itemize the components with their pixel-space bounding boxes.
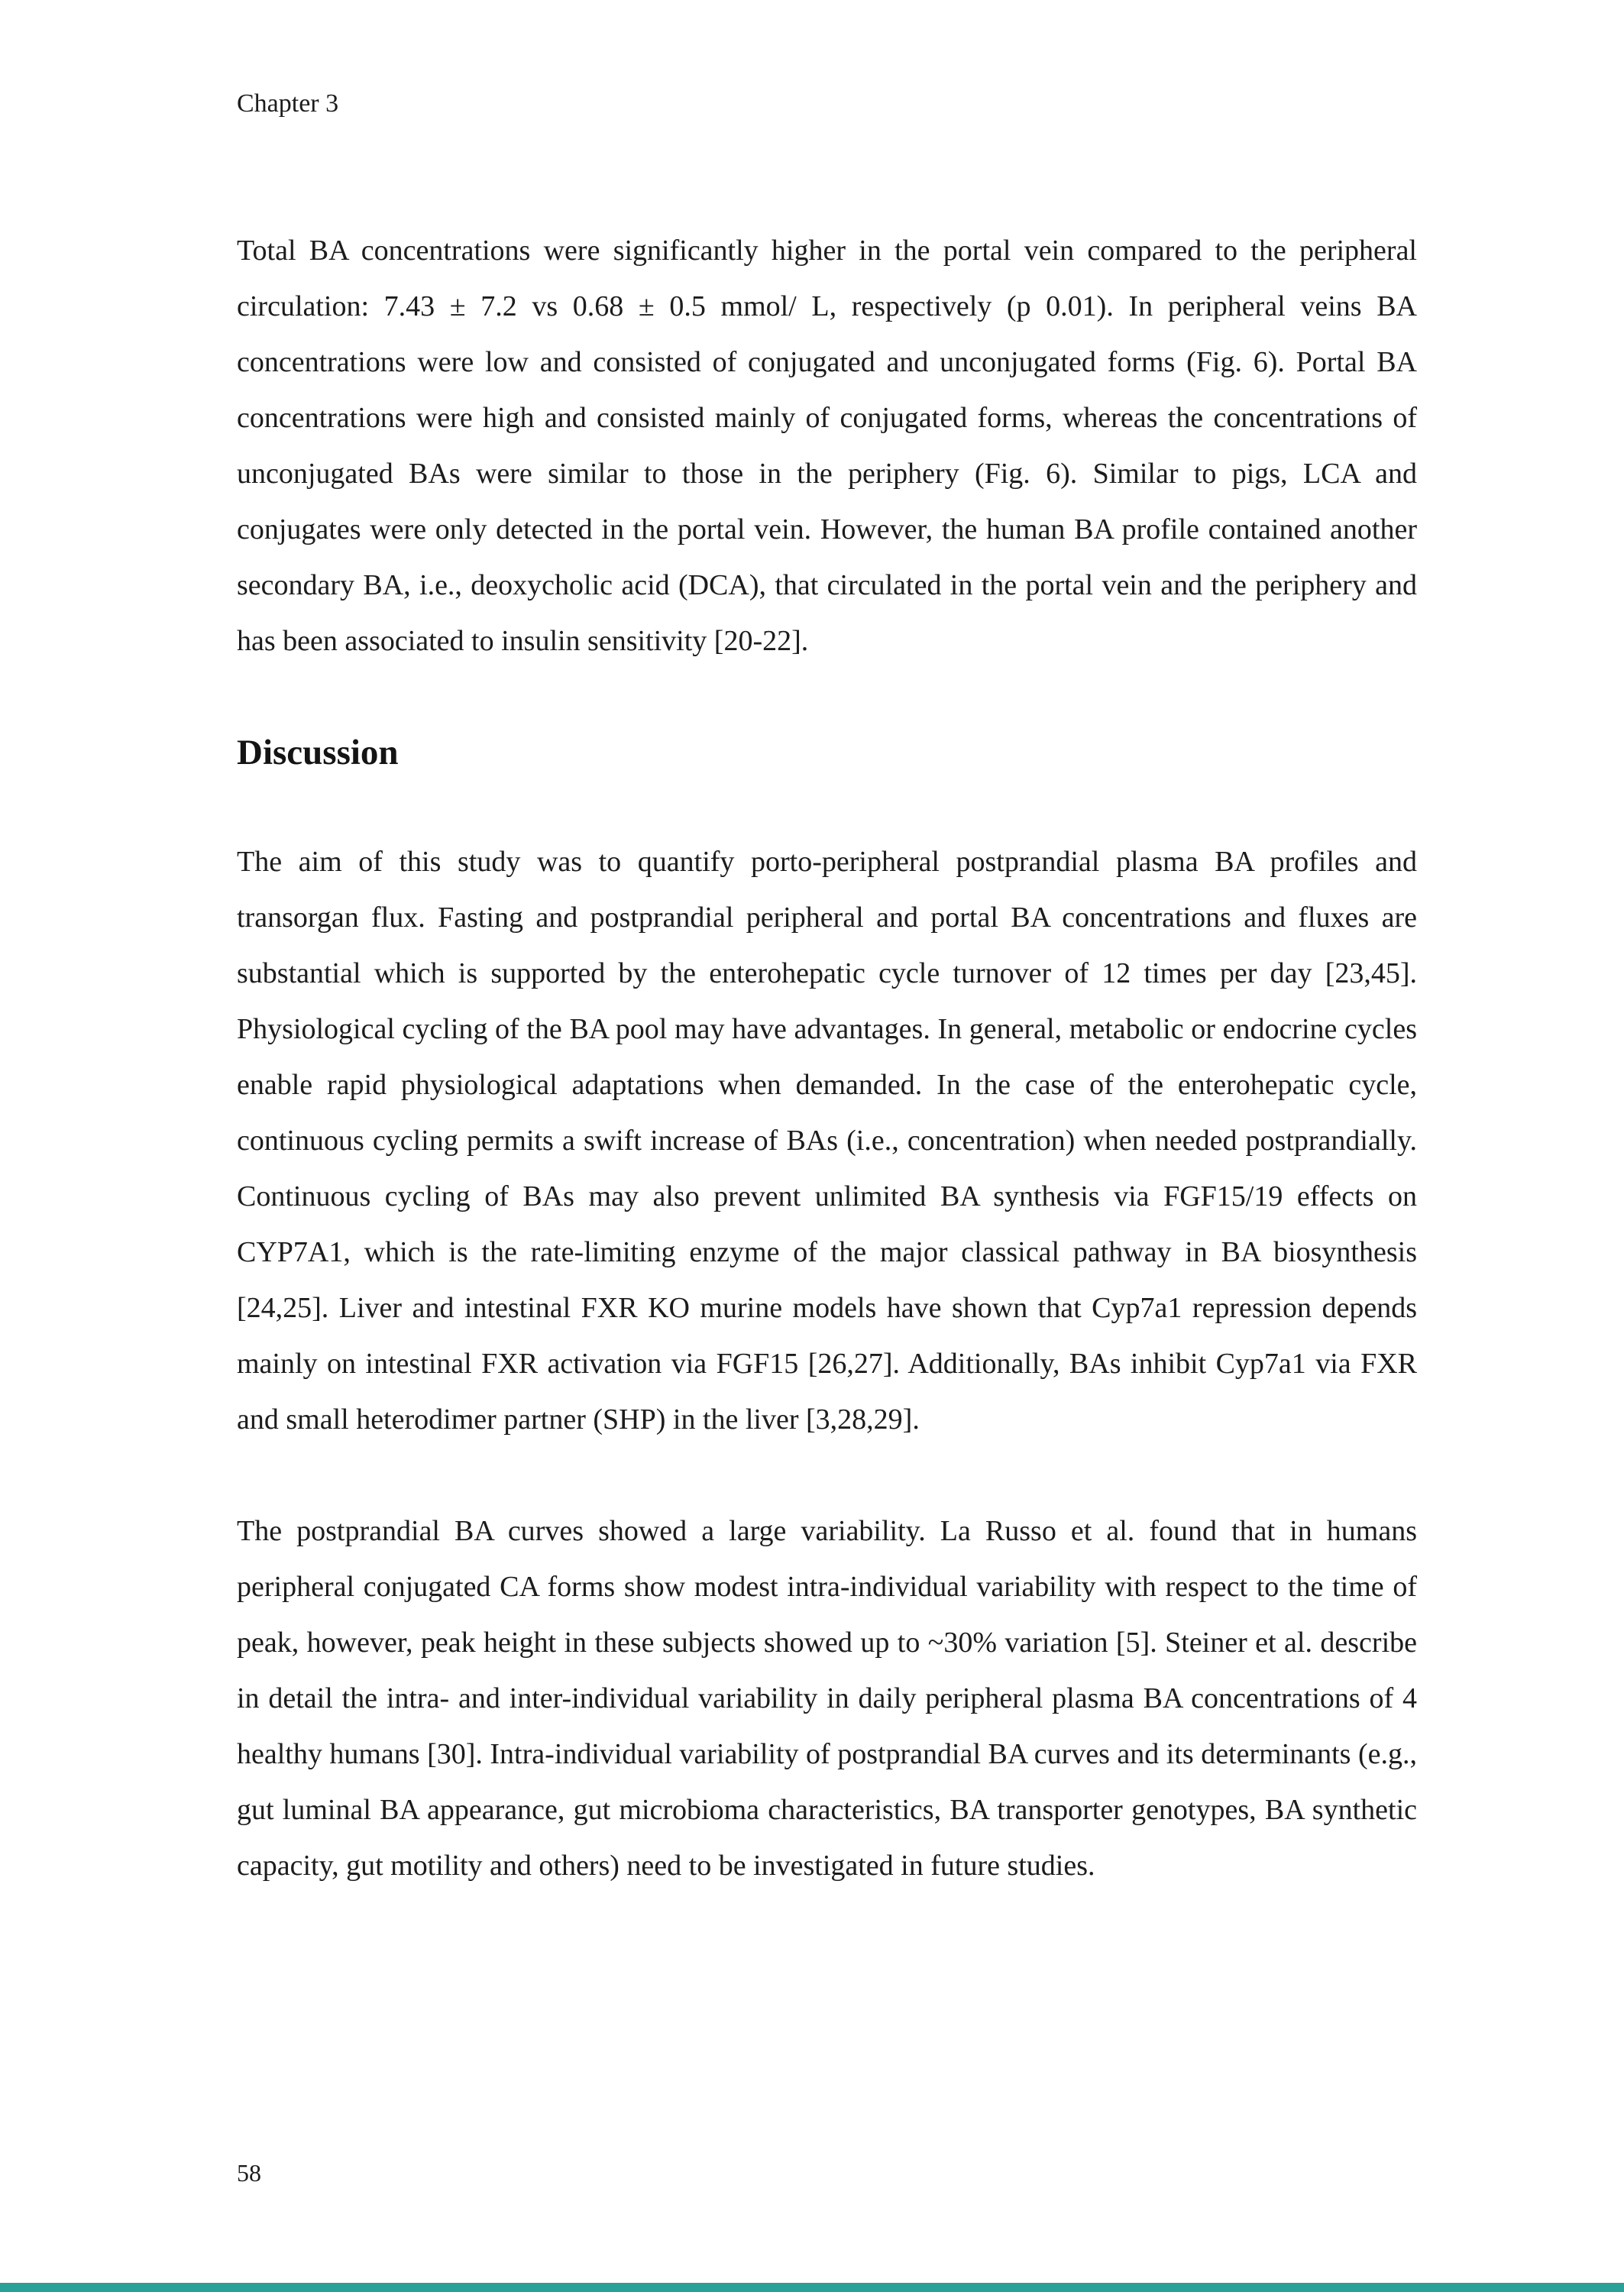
paragraph-discussion-variability: The postprandial BA curves showed a large variability. La Russo et al. found that in humans peripheral conjugated CA forms show modest intra-individual variability with respect to the time of peak, however, peak height in these subjects showed up to ~30% variation [5]. Steiner et al. describe in detail the intra- and inter-individual variability in daily peripheral plasma BA concentrations of 4 healthy humans [30]. Intra-individual variability of postprandial BA curves and its determinants (e.g., gut luminal BA appearance, gut microbioma characteristics, BA transporter genotypes, BA synthetic capacity, gut motility and others) need to be investigated in future studies. xyxy=(237,1515,1417,1882)
page-body xyxy=(237,223,1417,1894)
paragraph-results: Total BA concentrations were significantly higher in the portal vein compared to the peripheral circulation: 7.43 ± 7.2 vs 0.68 ± 0.5 mmol/ L, respectively (p 0.01). In peripheral veins BA concentrations were low and consisted of conjugated and unconjugated forms (Fig. 6). Portal BA concentrations were high and consisted mainly of conjugated forms, whereas the concentrations of unconjugated BAs were similar to those in the periphery (Fig. 6). Similar to pigs, LCA and conjugates were only detected in the portal vein. However, the human BA profile contained another secondary BA, i.e., deoxycholic acid (DCA), that circulated in the portal vein and the periphery and has been associated to insulin sensitivity [20-22]. xyxy=(237,235,1417,657)
paragraph-discussion-aims: The aim of this study was to quantify porto-peripheral postprandial plasma BA profiles and transorgan flux. Fasting and postprandial peripheral and portal BA concentrations and fluxes are substantial which is supported by the enterohepatic cycle turnover of 12 times per day [23,45]. Physiological cycling of the BA pool may have advantages. In general, metabolic or endocrine cycles enable rapid physiological adaptations when demanded. In the case of the enterohepatic cycle, continuous cycling permits a swift increase of BAs (i.e., concentration) when needed postprandially. Continuous cycling of BAs may also prevent unlimited BA synthesis via FGF15/19 effects on CYP7A1, which is the rate-limiting enzyme of the major classical pathway in BA biosynthesis [24,25]. Liver and intestinal FXR KO murine models have shown that Cyp7a1 repression depends mainly on intestinal FXR activation via FGF15 [26,27]. Additionally, BAs inhibit Cyp7a1 via FXR and small heterodimer partner (SHP) in the liver [3,28,29]. xyxy=(237,846,1417,1436)
running-header: Chapter 3 xyxy=(237,89,339,118)
page-edge-accent-bar xyxy=(0,2283,1624,2292)
section-heading-discussion: Discussion xyxy=(237,733,399,772)
page-number: 58 xyxy=(237,2159,261,2187)
